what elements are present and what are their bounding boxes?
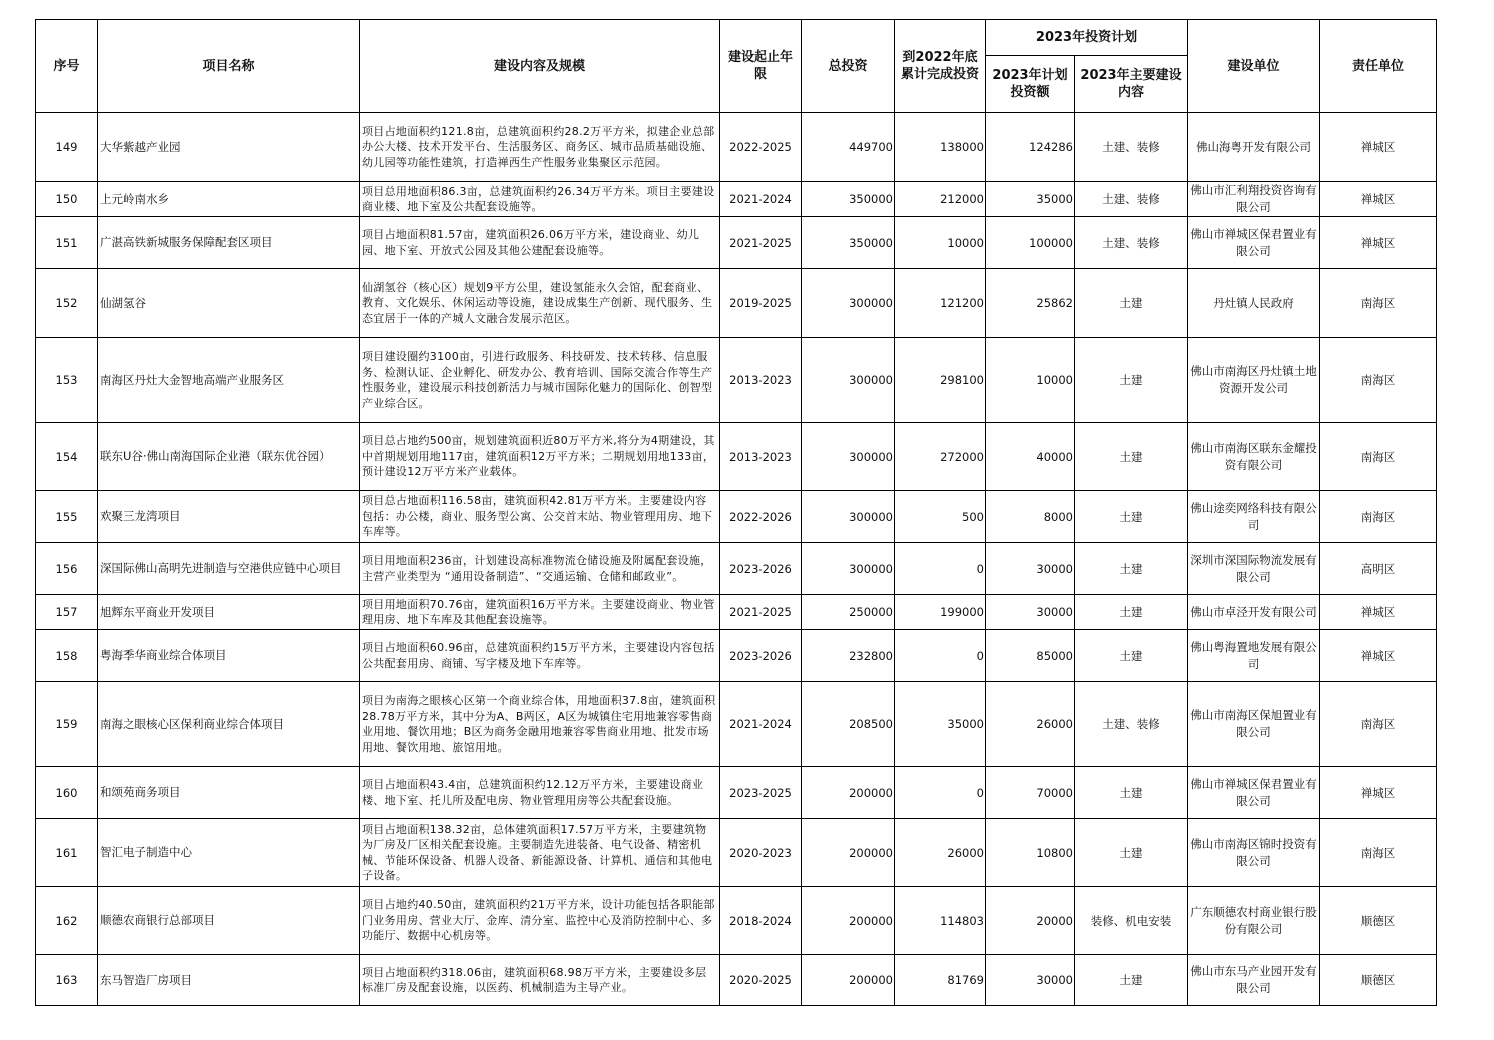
row-content: 项目总用地面积86.3亩，总建筑面积约26.34万平方米。项目主要建设商业楼、地下室及公共配套设施等。 xyxy=(360,182,720,217)
row-period: 2023-2026 xyxy=(720,630,802,682)
row-period: 2021-2025 xyxy=(720,595,802,630)
row-responsible: 南海区 xyxy=(1320,682,1437,767)
row-responsible: 南海区 xyxy=(1320,819,1437,887)
row-seq: 159 xyxy=(36,682,98,767)
row-plan-amount: 30000 xyxy=(986,955,1075,1006)
row-plan-content: 土建 xyxy=(1075,491,1188,543)
row-builder: 深圳市深国际物流发展有限公司 xyxy=(1188,543,1320,595)
row-content: 项目占地面积138.32亩，总体建筑面积17.57万平方米，主要建筑物为厂房及厂区相关配套设施。主要制造先进装备、电气设备、精密机械、节能环保设备、机器人设备、新能源设备、计算机、通信和其他电子设备。 xyxy=(360,819,720,887)
row-seq: 162 xyxy=(36,887,98,955)
row-seq: 149 xyxy=(36,113,98,182)
row-cumulative: 199000 xyxy=(895,595,986,630)
row-plan-content: 土建 xyxy=(1075,543,1188,595)
row-total: 350000 xyxy=(802,182,895,217)
table-row xyxy=(36,887,1437,955)
row-total: 200000 xyxy=(802,767,895,819)
header-responsible: 责任单位 xyxy=(1320,20,1437,113)
row-plan-amount: 30000 xyxy=(986,595,1075,630)
row-content: 项目占地面积约121.8亩，总建筑面积约28.2万平方米，拟建企业总部办公大楼、技术开发平台、生活服务区、商务区、城市品质基础设施、幼儿园等功能性建筑，打造禅西生产性服务业集聚区示范园。 xyxy=(360,113,720,182)
row-content: 项目总占地面积116.58亩，建筑面积42.81万平方米。主要建设内容包括：办公楼，商业、服务型公寓、公交首末站、物业管理用房、地下车库等。 xyxy=(360,491,720,543)
row-name: 旭辉东平商业开发项目 xyxy=(98,595,360,630)
row-plan-content: 土建 xyxy=(1075,338,1188,423)
row-total: 200000 xyxy=(802,955,895,1006)
row-cumulative: 0 xyxy=(895,767,986,819)
row-responsible: 禅城区 xyxy=(1320,217,1437,269)
row-content: 项目占地面积60.96亩，总建筑面积约15万平方米，主要建设内容包括公共配套用房、商铺、写字楼及地下车库等。 xyxy=(360,630,720,682)
table-row xyxy=(36,543,1437,595)
row-name: 南海之眼核心区保利商业综合体项目 xyxy=(98,682,360,767)
row-plan-amount: 124286 xyxy=(986,113,1075,182)
row-builder: 佛山市南海区丹灶镇土地资源开发公司 xyxy=(1188,338,1320,423)
row-name: 顺德农商银行总部项目 xyxy=(98,887,360,955)
row-responsible: 顺德区 xyxy=(1320,955,1437,1006)
row-plan-content: 装修、机电安装 xyxy=(1075,887,1188,955)
row-total: 300000 xyxy=(802,423,895,491)
row-builder: 佛山市南海区保旭置业有限公司 xyxy=(1188,682,1320,767)
row-plan-content: 土建 xyxy=(1075,767,1188,819)
header-plan-content: 2023年主要建设内容 xyxy=(1075,56,1188,113)
header-plan-group: 2023年投资计划 xyxy=(986,20,1188,56)
row-name: 深国际佛山高明先进制造与空港供应链中心项目 xyxy=(98,543,360,595)
row-name: 广湛高铁新城服务保障配套区项目 xyxy=(98,217,360,269)
row-period: 2023-2026 xyxy=(720,543,802,595)
row-plan-amount: 8000 xyxy=(986,491,1075,543)
row-period: 2013-2023 xyxy=(720,338,802,423)
row-total: 300000 xyxy=(802,338,895,423)
row-responsible: 南海区 xyxy=(1320,269,1437,338)
row-content: 项目占地面积81.57亩，建筑面积26.06万平方米，建设商业、幼儿园、地下室、开放式公园及其他公建配套设施等。 xyxy=(360,217,720,269)
row-cumulative: 81769 xyxy=(895,955,986,1006)
row-responsible: 禅城区 xyxy=(1320,113,1437,182)
row-builder: 佛山市卓泾开发有限公司 xyxy=(1188,595,1320,630)
row-content: 项目总占地约500亩，规划建筑面积近80万平方米,将分为4期建设，其中首期规划用地117亩，建筑面积12万平方米；二期规划用地133亩，预计建设12万平方米产业载体。 xyxy=(360,423,720,491)
row-name: 大华紫越产业园 xyxy=(98,113,360,182)
row-builder: 佛山市东马产业园开发有限公司 xyxy=(1188,955,1320,1006)
row-total: 250000 xyxy=(802,595,895,630)
header-period: 建设起止年限 xyxy=(720,20,802,113)
table-row xyxy=(36,491,1437,543)
row-name: 上元岭南水乡 xyxy=(98,182,360,217)
row-plan-amount: 20000 xyxy=(986,887,1075,955)
row-cumulative: 0 xyxy=(895,630,986,682)
row-cumulative: 138000 xyxy=(895,113,986,182)
header-total: 总投资 xyxy=(802,20,895,113)
row-seq: 152 xyxy=(36,269,98,338)
row-plan-content: 土建 xyxy=(1075,630,1188,682)
row-seq: 150 xyxy=(36,182,98,217)
row-period: 2022-2026 xyxy=(720,491,802,543)
row-total: 300000 xyxy=(802,491,895,543)
row-name: 联东U谷·佛山南海国际企业港（联东优谷园） xyxy=(98,423,360,491)
row-cumulative: 298100 xyxy=(895,338,986,423)
row-plan-amount: 10800 xyxy=(986,819,1075,887)
row-cumulative: 0 xyxy=(895,543,986,595)
row-name: 和颂苑商务项目 xyxy=(98,767,360,819)
row-builder: 佛山粤海置地发展有限公司 xyxy=(1188,630,1320,682)
row-cumulative: 272000 xyxy=(895,423,986,491)
row-name: 东马智造厂房项目 xyxy=(98,955,360,1006)
row-name: 南海区丹灶大金智地高端产业服务区 xyxy=(98,338,360,423)
table-row xyxy=(36,338,1437,423)
row-period: 2021-2024 xyxy=(720,682,802,767)
row-total: 208500 xyxy=(802,682,895,767)
row-cumulative: 500 xyxy=(895,491,986,543)
investment-plan-table xyxy=(35,19,1437,1006)
row-builder: 广东顺德农村商业银行股份有限公司 xyxy=(1188,887,1320,955)
header-plan-amount: 2023年计划投资额 xyxy=(986,56,1075,113)
row-period: 2022-2025 xyxy=(720,113,802,182)
row-responsible: 禅城区 xyxy=(1320,630,1437,682)
row-cumulative: 121200 xyxy=(895,269,986,338)
table-row xyxy=(36,767,1437,819)
row-plan-amount: 100000 xyxy=(986,217,1075,269)
row-content: 项目占地面积约318.06亩，建筑面积68.98万平方米，主要建设多层标准厂房及配套设施，以医药、机械制造为主导产业。 xyxy=(360,955,720,1006)
row-plan-content: 土建、装修 xyxy=(1075,113,1188,182)
row-content: 项目建设圈约3100亩，引进行政服务、科技研发、技术转移、信息服务、检测认证、企业孵化、研发办公、教育培训、国际交流合作等生产性服务业，建设展示科技创新活力与城市国际化魅力的国际化、创智型产业综合区。 xyxy=(360,338,720,423)
row-content: 项目占地面积43.4亩，总建筑面积约12.12万平方米，主要建设商业楼、地下室、托儿所及配电房、物业管理用房等公共配套设施。 xyxy=(360,767,720,819)
row-plan-amount: 70000 xyxy=(986,767,1075,819)
table-row xyxy=(36,423,1437,491)
row-responsible: 南海区 xyxy=(1320,338,1437,423)
row-total: 200000 xyxy=(802,819,895,887)
row-builder: 佛山市汇利翔投资咨询有限公司 xyxy=(1188,182,1320,217)
row-plan-amount: 35000 xyxy=(986,182,1075,217)
row-seq: 151 xyxy=(36,217,98,269)
row-seq: 160 xyxy=(36,767,98,819)
row-cumulative: 114803 xyxy=(895,887,986,955)
header-cumulative: 到2022年底累计完成投资 xyxy=(895,20,986,113)
row-plan-amount: 25862 xyxy=(986,269,1075,338)
row-plan-amount: 40000 xyxy=(986,423,1075,491)
row-seq: 156 xyxy=(36,543,98,595)
row-builder: 佛山途奕网络科技有限公司 xyxy=(1188,491,1320,543)
row-seq: 155 xyxy=(36,491,98,543)
row-responsible: 禅城区 xyxy=(1320,595,1437,630)
row-plan-content: 土建、装修 xyxy=(1075,182,1188,217)
row-plan-amount: 85000 xyxy=(986,630,1075,682)
row-seq: 161 xyxy=(36,819,98,887)
row-content: 项目用地面积70.76亩，建筑面积16万平方米。主要建设商业、物业管理用房、地下车库及其他配套设施等。 xyxy=(360,595,720,630)
row-seq: 154 xyxy=(36,423,98,491)
row-plan-content: 土建 xyxy=(1075,955,1188,1006)
row-responsible: 禅城区 xyxy=(1320,767,1437,819)
table-header xyxy=(36,20,1437,113)
row-period: 2020-2025 xyxy=(720,955,802,1006)
row-total: 300000 xyxy=(802,269,895,338)
row-period: 2021-2025 xyxy=(720,217,802,269)
investment-plan-sheet xyxy=(35,19,1436,1006)
table-row xyxy=(36,269,1437,338)
row-builder: 佛山市南海区联东金耀投资有限公司 xyxy=(1188,423,1320,491)
header-seq: 序号 xyxy=(36,20,98,113)
row-period: 2019-2025 xyxy=(720,269,802,338)
row-cumulative: 26000 xyxy=(895,819,986,887)
row-builder: 佛山市南海区锦时投资有限公司 xyxy=(1188,819,1320,887)
row-plan-content: 土建 xyxy=(1075,269,1188,338)
row-responsible: 南海区 xyxy=(1320,491,1437,543)
row-content: 项目用地面积236亩，计划建设高标准物流仓储设施及附属配套设施，主营产业类型为 “通用设备制造”、“交通运输、仓储和邮政业”。 xyxy=(360,543,720,595)
row-builder: 佛山市禅城区保君置业有限公司 xyxy=(1188,767,1320,819)
table-row xyxy=(36,819,1437,887)
row-plan-content: 土建 xyxy=(1075,423,1188,491)
row-period: 2013-2023 xyxy=(720,423,802,491)
row-content: 仙湖氢谷（核心区）规划9平方公里，建设氢能永久会馆，配套商业、教育、文化娱乐、休闲运动等设施，建设成集生产创新、现代服务、生态宜居于一体的产城人文融合发展示范区。 xyxy=(360,269,720,338)
table-row xyxy=(36,217,1437,269)
table-row xyxy=(36,595,1437,630)
table-body xyxy=(36,113,1437,1006)
row-name: 粤海季华商业综合体项目 xyxy=(98,630,360,682)
row-cumulative: 212000 xyxy=(895,182,986,217)
row-seq: 163 xyxy=(36,955,98,1006)
row-cumulative: 10000 xyxy=(895,217,986,269)
row-responsible: 高明区 xyxy=(1320,543,1437,595)
row-plan-content: 土建、装修 xyxy=(1075,217,1188,269)
table-row xyxy=(36,682,1437,767)
row-plan-content: 土建 xyxy=(1075,595,1188,630)
table-row xyxy=(36,955,1437,1006)
row-plan-amount: 10000 xyxy=(986,338,1075,423)
row-responsible: 禅城区 xyxy=(1320,182,1437,217)
row-content: 项目为南海之眼核心区第一个商业综合体，用地面积37.8亩，建筑面积28.78万平方米，其中分为A、B两区，A区为城镇住宅用地兼容零售商业用地、餐饮用地；B区为商务金融用地兼容零售商业用地、批发市场用地、餐饮用地、旅馆用地。 xyxy=(360,682,720,767)
row-content: 项目占地约40.50亩，建筑面积约21万平方米，设计功能包括各职能部门业务用房、营业大厅、金库、清分室、监控中心及消防控制中心、多功能厅、数据中心机房等。 xyxy=(360,887,720,955)
row-seq: 157 xyxy=(36,595,98,630)
row-name: 智汇电子制造中心 xyxy=(98,819,360,887)
header-builder: 建设单位 xyxy=(1188,20,1320,113)
row-builder: 丹灶镇人民政府 xyxy=(1188,269,1320,338)
row-responsible: 顺德区 xyxy=(1320,887,1437,955)
row-plan-content: 土建 xyxy=(1075,819,1188,887)
row-seq: 153 xyxy=(36,338,98,423)
table-row xyxy=(36,630,1437,682)
row-period: 2020-2023 xyxy=(720,819,802,887)
row-seq: 158 xyxy=(36,630,98,682)
row-total: 200000 xyxy=(802,887,895,955)
row-period: 2018-2024 xyxy=(720,887,802,955)
row-total: 300000 xyxy=(802,543,895,595)
row-builder: 佛山海粤开发有限公司 xyxy=(1188,113,1320,182)
row-builder: 佛山市禅城区保君置业有限公司 xyxy=(1188,217,1320,269)
row-name: 欢聚三龙湾项目 xyxy=(98,491,360,543)
row-total: 350000 xyxy=(802,217,895,269)
header-content: 建设内容及规模 xyxy=(360,20,720,113)
header-name: 项目名称 xyxy=(98,20,360,113)
table-row xyxy=(36,113,1437,182)
row-cumulative: 35000 xyxy=(895,682,986,767)
row-total: 449700 xyxy=(802,113,895,182)
row-total: 232800 xyxy=(802,630,895,682)
row-name: 仙湖氢谷 xyxy=(98,269,360,338)
row-responsible: 南海区 xyxy=(1320,423,1437,491)
row-plan-amount: 30000 xyxy=(986,543,1075,595)
table-row xyxy=(36,182,1437,217)
row-plan-amount: 26000 xyxy=(986,682,1075,767)
row-period: 2023-2025 xyxy=(720,767,802,819)
row-period: 2021-2024 xyxy=(720,182,802,217)
row-plan-content: 土建、装修 xyxy=(1075,682,1188,767)
